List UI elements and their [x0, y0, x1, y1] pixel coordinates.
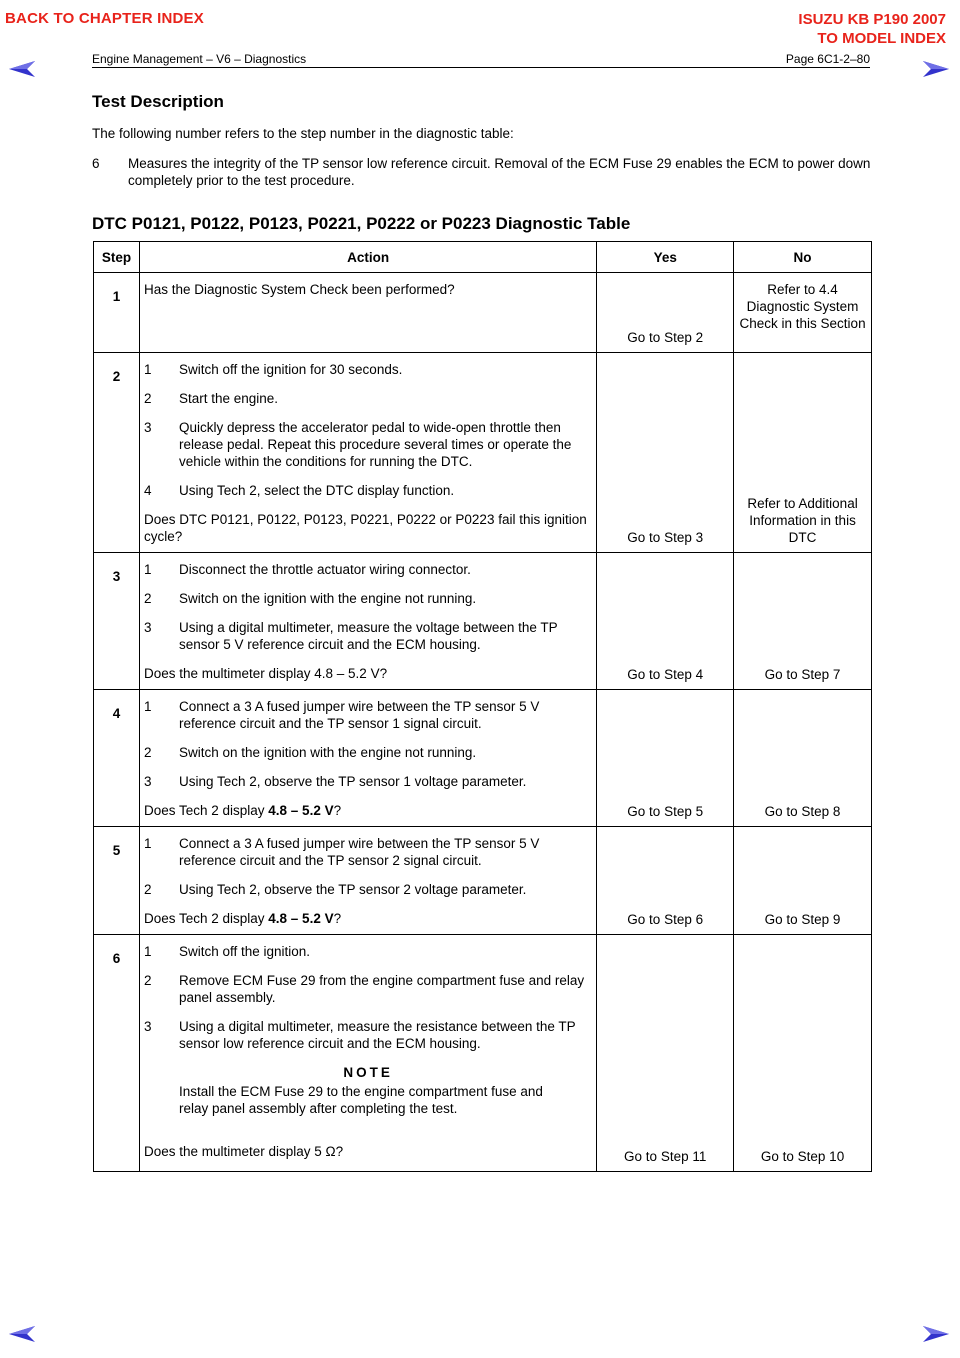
page-number: Page 6C1-2–80	[785, 52, 870, 66]
left-arrow-icon[interactable]	[8, 60, 36, 78]
no-cell: Go to Step 7	[734, 553, 872, 690]
yes-cell: Go to Step 6	[597, 827, 734, 935]
question-text: Has the Diagnostic System Check been performed?	[143, 282, 455, 297]
list-item: 2 Start the engine.	[143, 391, 279, 406]
list-item: 2 Using Tech 2, observe the TP sensor 2 voltage parameter.	[143, 882, 527, 897]
column-header-yes: Yes	[597, 242, 734, 273]
table-row	[94, 827, 872, 935]
column-header-no: No	[734, 242, 872, 273]
back-to-chapter-index-link[interactable]: BACK TO CHAPTER INDEX	[5, 10, 204, 27]
test-description-item	[92, 155, 872, 189]
section-title: Test Description	[92, 92, 224, 111]
diagnostic-table	[93, 241, 872, 1172]
table-header-row	[94, 242, 872, 273]
left-arrow-icon[interactable]	[8, 1325, 36, 1343]
no-cell: Go to Step 8	[734, 690, 872, 827]
no-cell: Refer to 4.4 Diagnostic System Check in this Section	[734, 273, 872, 353]
header-divider	[92, 67, 870, 68]
question-text: Does Tech 2 display 4.8 – 5.2 V?	[143, 803, 342, 818]
question-text: Does the multimeter display 4.8 – 5.2 V?	[143, 666, 388, 681]
question-text: Does the multimeter display 5 Ω?	[143, 1144, 344, 1159]
step-number: 2	[94, 353, 140, 553]
list-item: 2 Switch on the ignition with the engine not running.	[143, 745, 477, 760]
model-title: ISUZU KB P190 2007	[798, 11, 946, 28]
question-text: Does DTC P0121, P0122, P0123, P0221, P0222 or P0223 fail this ignition cycle?	[143, 512, 587, 544]
list-item: 1 Switch off the ignition for 30 seconds.	[143, 362, 403, 377]
action-cell	[139, 273, 596, 353]
table-row	[94, 935, 872, 1172]
no-cell: Refer to Additional Information in this DTC	[734, 353, 872, 553]
list-item: 3 Using a digital multimeter, measure the resistance between the TP sensor low reference circuit and the ECM housing.	[143, 1019, 576, 1051]
list-item: 1 Connect a 3 A fused jumper wire between the TP sensor 5 V reference circuit and the TP sensor 1 signal circuit.	[143, 699, 540, 731]
right-arrow-icon[interactable]	[922, 1325, 950, 1343]
step-number: 3	[94, 553, 140, 690]
note-text: Install the ECM Fuse 29 to the engine compartment fuse and relay panel assembly after completing the test.	[178, 1084, 543, 1116]
step-number: 4	[94, 690, 140, 827]
list-item: 1 Connect a 3 A fused jumper wire between the TP sensor 5 V reference circuit and the TP sensor 2 signal circuit.	[143, 836, 540, 868]
list-item: 1 Switch off the ignition.	[143, 944, 311, 959]
table-row	[94, 353, 872, 553]
yes-cell: Go to Step 3	[597, 353, 734, 553]
page-header-title: Engine Management – V6 – Diagnostics	[92, 52, 307, 66]
yes-cell: Go to Step 11	[597, 935, 734, 1172]
right-arrow-icon[interactable]	[922, 60, 950, 78]
action-cell	[139, 690, 596, 827]
action-cell	[139, 353, 596, 553]
column-header-action: Action	[139, 242, 596, 273]
to-model-index-label: TO MODEL INDEX	[817, 30, 946, 47]
question-text: Does Tech 2 display 4.8 – 5.2 V?	[143, 911, 342, 926]
model-index-link[interactable]	[798, 10, 946, 48]
step-number: 1	[94, 273, 140, 353]
table-row	[94, 273, 872, 353]
step-number: 6	[94, 935, 140, 1172]
list-item: 3 Using a digital multimeter, measure the voltage between the TP sensor 5 V reference circuit and the ECM housing.	[143, 620, 558, 652]
column-header-step: Step	[94, 242, 140, 273]
step-number: 5	[94, 827, 140, 935]
table-row	[94, 553, 872, 690]
list-item: 1 Disconnect the throttle actuator wiring connector.	[143, 562, 471, 577]
intro-text: The following number refers to the step number in the diagnostic table:	[92, 126, 514, 141]
action-cell	[139, 827, 596, 935]
no-cell: Go to Step 9	[734, 827, 872, 935]
yes-cell: Go to Step 2	[597, 273, 734, 353]
list-item: 3 Quickly depress the accelerator pedal to wide-open throttle then release pedal. Repeat this procedure several times or operate the vehicle within the conditions for running the DTC.	[143, 420, 572, 469]
list-item: 2 Remove ECM Fuse 29 from the engine compartment fuse and relay panel assembly.	[143, 973, 585, 1005]
item-text: Measures the integrity of the TP sensor low reference circuit. Removal of the ECM Fuse 29 enables the ECM to power down completely prior to the test procedure.	[128, 156, 871, 188]
yes-cell: Go to Step 5	[597, 690, 734, 827]
list-item: 4 Using Tech 2, select the DTC display function.	[143, 483, 455, 498]
list-item: 3 Using Tech 2, observe the TP sensor 1 voltage parameter.	[143, 774, 527, 789]
no-cell: Go to Step 10	[734, 935, 872, 1172]
action-cell	[139, 553, 596, 690]
note-heading: NOTE	[343, 1065, 393, 1080]
action-cell	[139, 935, 596, 1172]
list-item: 2 Switch on the ignition with the engine not running.	[143, 591, 477, 606]
item-number: 6	[92, 156, 100, 171]
table-title: DTC P0121, P0122, P0123, P0221, P0222 or P0223 Diagnostic Table	[92, 214, 631, 233]
yes-cell: Go to Step 4	[597, 553, 734, 690]
table-row	[94, 690, 872, 827]
